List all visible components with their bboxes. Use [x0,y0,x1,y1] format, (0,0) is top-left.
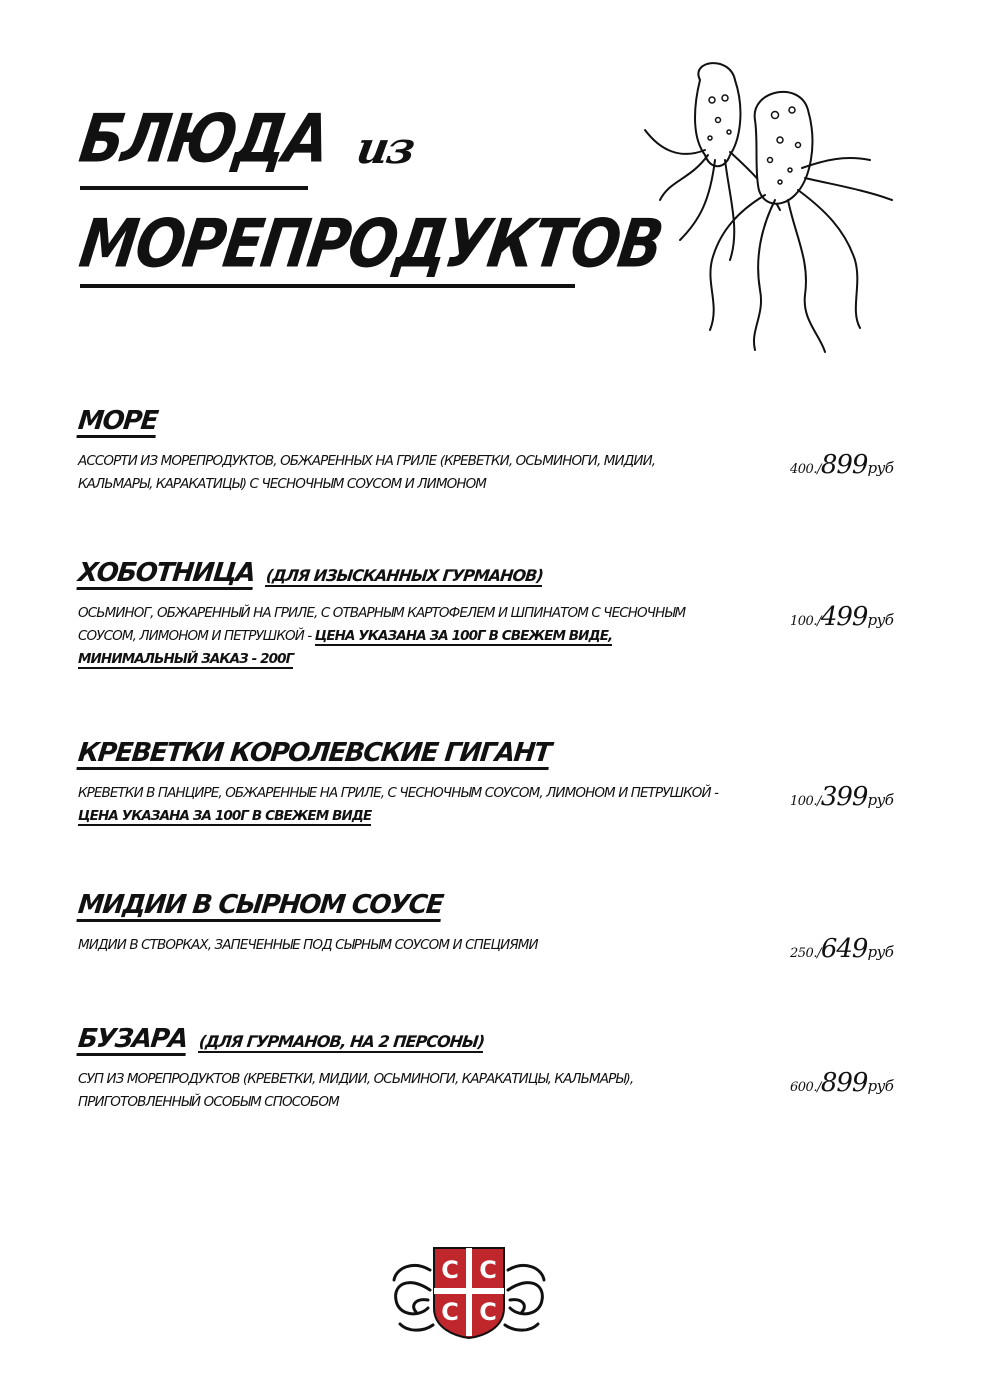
item-weight: 100./ [790,614,821,629]
item-currency: руб [867,943,894,961]
item-price-value: 899 [820,450,868,480]
title-word-2: МОРЕПРОДУКТОВ [74,204,667,283]
item-description-text: КРЕВЕТКИ В ПАНЦИРЕ, ОБЖАРЕННЫЕ НА ГРИЛЕ, С ЧЕСНОЧНЫМ СОУСОМ, ЛИМОНОМ И ПЕТРУШКОЙ - [78,785,719,801]
item-name: КРЕВЕТКИ КОРОЛЕВСКИЕ ГИГАНТ [76,738,552,768]
menu-item [78,740,908,828]
item-price-value: 399 [820,782,868,812]
item-price [790,450,920,480]
item-price-value: 649 [820,934,868,964]
serbian-cross-logo-icon [388,1240,550,1340]
item-currency: руб [867,791,894,809]
item-price [790,934,920,964]
item-name: МОРЕ [76,406,159,436]
item-currency: руб [867,459,894,477]
menu-item [76,890,908,964]
page-title [74,99,667,310]
logo-letter: С [479,1298,497,1326]
menu-item [78,560,908,671]
menu-item [78,1026,908,1114]
logo-letter: С [441,1298,459,1326]
item-description-text: ОСЬМИНОГ, ОБЖАРЕННЫЙ НА ГРИЛЕ, С ОТВАРНЫМ КАРТОФЕЛЕМ И ШПИНАТОМ С ЧЕСНОЧНЫМ СОУСОМ, ЛИМОНОМ И ПЕТРУШКОЙ - [78,605,686,644]
item-description-emphasis: ЦЕНА УКАЗАНА ЗА 100Г В СВЕЖЕМ ВИДЕ [78,808,372,824]
item-weight: 400./ [790,462,821,477]
item-description-text: СУП ИЗ МОРЕПРОДУКТОВ (КРЕВЕТКИ, МИДИИ, ОСЬМИНОГИ, КАРАКАТИЦЫ, КАЛЬМАРЫ), ПРИГОТОВЛЕННЫЙ ОСОБЫМ СПОСОБОМ [78,1071,634,1110]
item-weight: 600./ [790,1080,821,1095]
item-name: МИДИИ В СЫРНОМ СОУСЕ [76,890,444,920]
item-description-text: МИДИИ В СТВОРКАХ, ЗАПЕЧЕННЫЕ ПОД СЫРНЫМ СОУСОМ И СПЕЦИЯМИ [78,937,538,953]
item-currency: руб [867,611,894,629]
item-price-value: 499 [820,602,868,632]
item-weight: 250./ [790,946,821,961]
item-description-emphasis: ЦЕНА УКАЗАНА ЗА 100Г В СВЕЖЕМ ВИДЕ, МИНИМАЛЬНЫЙ ЗАКАЗ - 200Г [78,628,613,667]
logo-letter: С [479,1256,497,1284]
item-note: (ДЛЯ ИЗЫСКАННЫХ ГУРМАНОВ) [265,566,544,585]
item-description [78,782,728,828]
title-connector: из [352,123,418,174]
item-note: (ДЛЯ ГУРМАНОВ, НА 2 ПЕРСОНЫ) [197,1032,485,1051]
item-name: БУЗАРА [76,1024,189,1054]
item-price [790,1068,920,1098]
title-underline [80,186,308,190]
item-price [790,602,920,632]
item-description [78,450,728,496]
title-underline [80,284,575,288]
octopus-illustration-icon [630,60,905,360]
item-name: ХОБОТНИЦА [76,558,256,588]
item-currency: руб [867,1077,894,1095]
title-word-1: БЛЮДА [74,99,333,178]
item-description [78,1068,728,1114]
item-description [78,934,728,957]
item-description-text: АССОРТИ ИЗ МОРЕПРОДУКТОВ, ОБЖАРЕННЫХ НА ГРИЛЕ (КРЕВЕТКИ, ОСЬМИНОГИ, МИДИИ, КАЛЬМАРЫ, КАРАКАТИЦЫ) С ЧЕСНОЧНЫМ СОУСОМ И ЛИМОНОМ [78,453,656,492]
item-weight: 100./ [790,794,821,809]
logo-letter: С [441,1256,459,1284]
item-description [78,602,728,671]
item-price [790,782,920,812]
menu-item [78,408,908,496]
item-price-value: 899 [820,1068,868,1098]
